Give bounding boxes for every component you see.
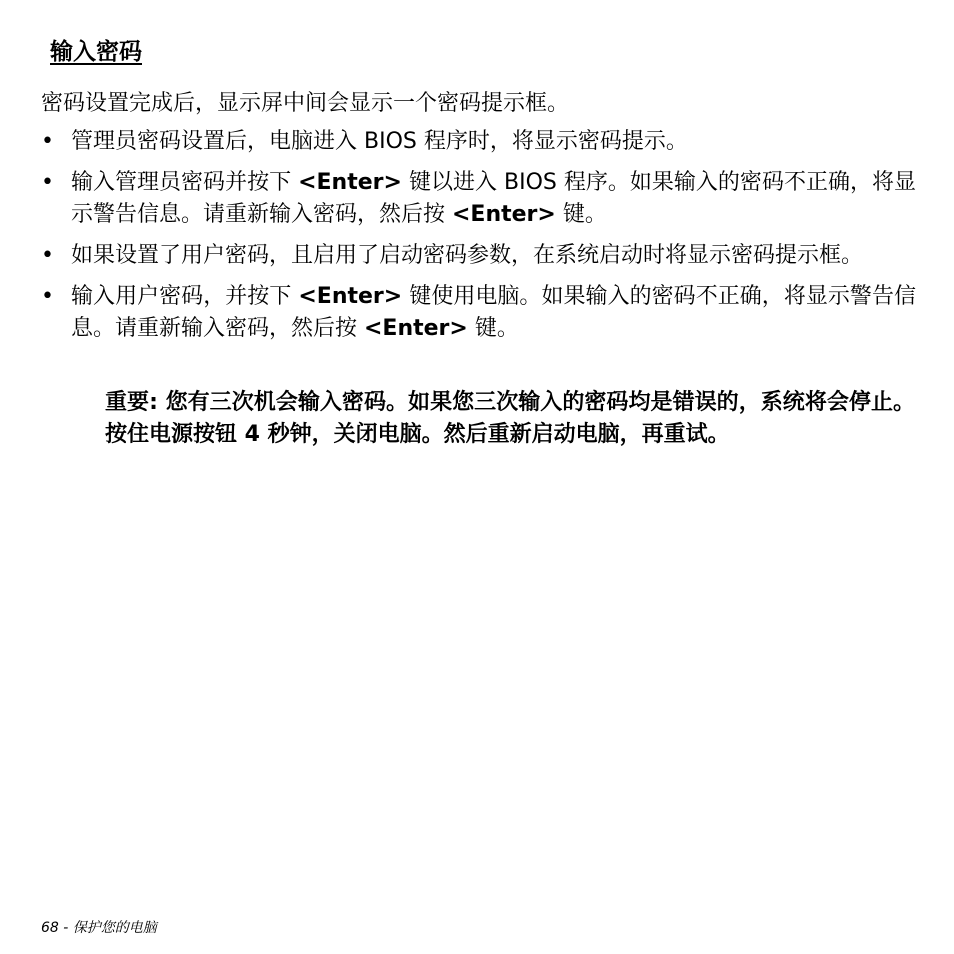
bullet-text: 管理员密码设置后，电脑进入 BIOS 程序时，将显示密码提示。 [71,129,688,154]
bullet-text: 输入用户密码，并按下 [71,284,299,309]
bullet-text: 键使用电脑。如果输入的密码不正确，将显示警告信息。请重新输入密码，然后按 [71,284,917,341]
enter-key-label: <Enter> [364,316,468,341]
enter-key-label: <Enter> [452,202,556,227]
bullet-icon: • [41,243,54,268]
page-footer: 68 - 保护您的电脑 [41,920,157,936]
bullet-icon: • [41,284,54,309]
enter-key-label: <Enter> [298,170,402,195]
section-heading: 输入密码 [50,39,142,65]
important-note: 重要: 您有三次机会输入密码。如果您三次输入的密码均是错误的，系统将会停止。按住电源按钮 4 秒钟，关闭电脑。然后重新启动电脑，再重试。 [105,390,915,447]
enter-key-label: <Enter> [298,284,403,309]
list-item [41,167,916,231]
list-item [41,240,916,272]
bullet-text: 键。 [555,202,607,227]
intro-paragraph: 密码设置完成后，显示屏中间会显示一个密码提示框。 [41,91,570,116]
bullet-list [41,126,916,354]
bullet-icon: • [41,170,54,195]
bullet-text: 输入管理员密码并按下 [71,170,299,195]
list-item [41,281,916,345]
bullet-text: 键以进入 BIOS 程序。如果输入的密码不正确，将显示警告信息。请重新输入密码，然后按 [71,170,916,227]
bullet-text: 如果设置了用户密码，且启用了启动密码参数，在系统启动时将显示密码提示框。 [71,243,864,268]
bullet-icon: • [41,129,54,154]
bullet-text: 键。 [467,316,519,341]
list-item [41,126,916,158]
